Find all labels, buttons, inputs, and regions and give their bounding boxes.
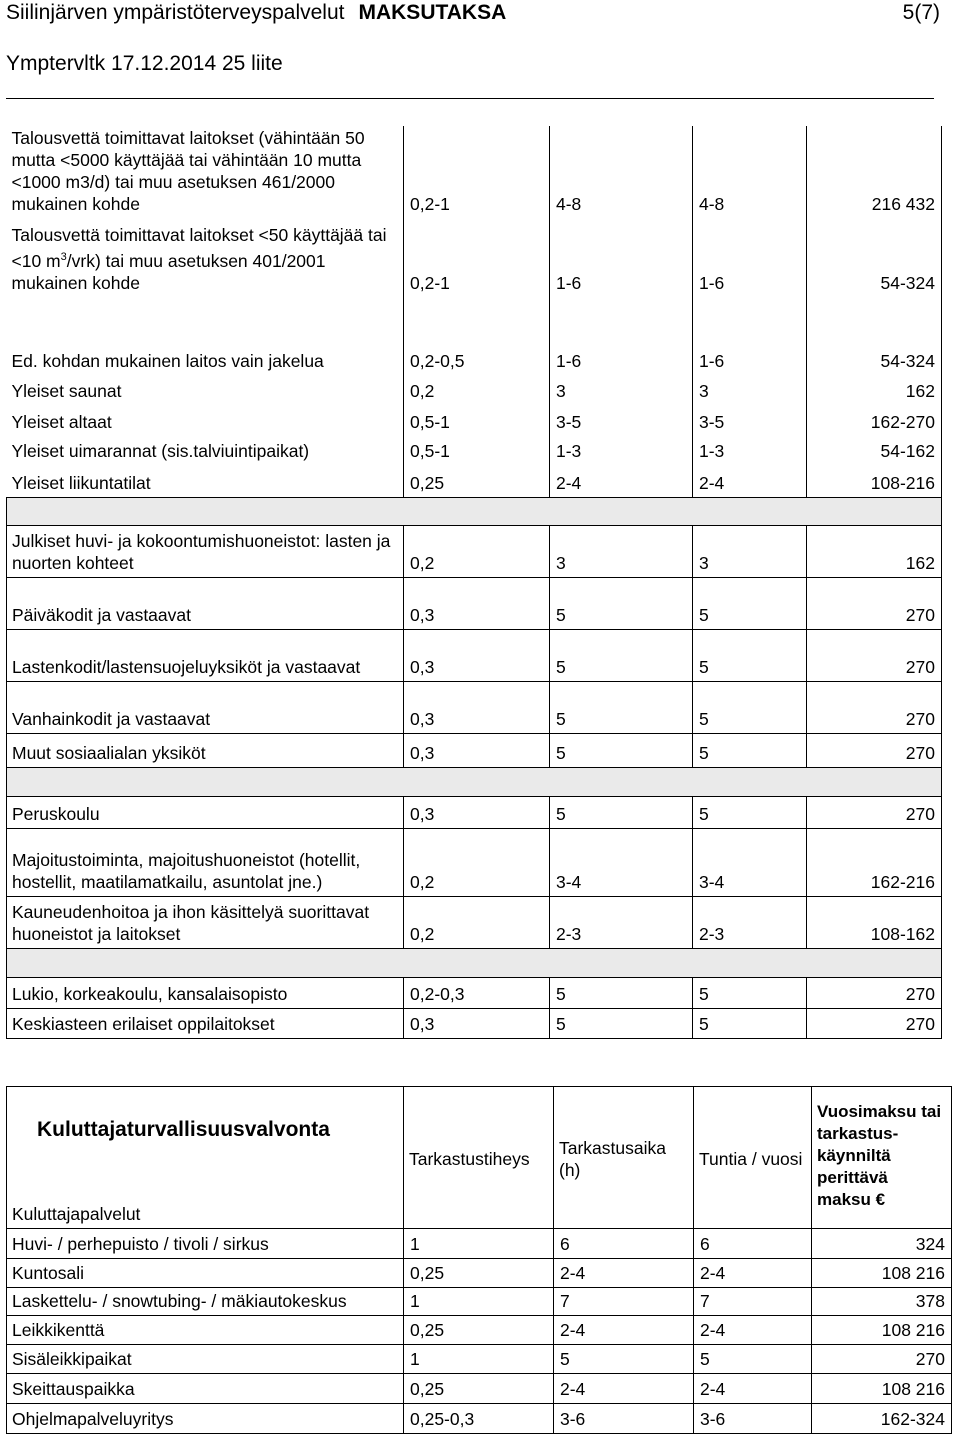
table-row xyxy=(7,1288,952,1316)
table-row xyxy=(7,375,942,405)
row-frequency: 0,3 xyxy=(404,796,550,828)
row-fee: 108-162 xyxy=(807,896,942,948)
row-frequency: 0,25 xyxy=(404,1259,554,1288)
row-hours: 4-8 xyxy=(550,126,693,218)
row-fee: 162-324 xyxy=(812,1404,952,1434)
row-hours-year: 5 xyxy=(693,733,807,767)
row-hours: 7 xyxy=(554,1288,694,1316)
row-hours: 5 xyxy=(554,1345,694,1374)
row-frequency: 0,3 xyxy=(404,577,550,629)
row-hours-year: 5 xyxy=(693,629,807,681)
row-hours-year: 2-4 xyxy=(694,1259,812,1288)
row-fee: 108 216 xyxy=(812,1374,952,1404)
table-row xyxy=(7,629,942,681)
table-row xyxy=(7,796,942,828)
row-frequency: 1 xyxy=(404,1229,554,1259)
table-row xyxy=(7,733,942,767)
fee-table xyxy=(6,126,942,1039)
row-hours-year: 1-6 xyxy=(693,218,807,297)
document-subtitle: Ymptervltk 17.12.2014 25 liite xyxy=(6,52,283,75)
row-description: Kuntosali xyxy=(7,1259,404,1288)
row-description: Ed. kohdan mukainen laitos vain jakelua xyxy=(7,297,404,375)
table-row xyxy=(7,1008,942,1038)
row-hours-year: 7 xyxy=(694,1288,812,1316)
row-hours-year: 5 xyxy=(693,1008,807,1038)
row-hours-year: 3 xyxy=(693,375,807,405)
row-frequency: 1 xyxy=(404,1288,554,1316)
spacer-cell xyxy=(7,948,942,977)
table-row xyxy=(7,896,942,948)
table-row xyxy=(7,977,942,1008)
table-row xyxy=(7,1404,952,1434)
row-fee: 162-216 xyxy=(807,828,942,896)
row-fee: 162 xyxy=(807,375,942,405)
table-row xyxy=(7,681,942,733)
column-header-inspection-time: Tarkastusaika (h) xyxy=(554,1087,694,1229)
row-frequency: 0,2 xyxy=(404,896,550,948)
row-fee: 108 216 xyxy=(812,1259,952,1288)
table-row xyxy=(7,218,942,297)
row-hours: 2-4 xyxy=(554,1259,694,1288)
row-frequency: 0,3 xyxy=(404,681,550,733)
row-description: Talousvettä toimittavat laitokset <50 käyttäjää tai <10 $m^3/vrk$) tai muu asetuksen 401/2001 mukainen kohde xyxy=(7,218,404,297)
row-frequency: 0,5-1 xyxy=(404,405,550,436)
row-frequency: 0,2-1 xyxy=(404,218,550,297)
row-hours: 2-3 xyxy=(550,896,693,948)
row-description: Talousvettä toimittavat laitokset (vähintään 50 mutta <5000 käyttäjää tai vähintään 10 mutta <1000 m3/d) tai muu asetuksen 461/2000 mukainen kohde xyxy=(7,126,404,218)
row-description: Sisäleikkipaikat xyxy=(7,1345,404,1374)
row-description: Peruskoulu xyxy=(7,796,404,828)
table-row xyxy=(7,405,942,436)
row-description: Muut sosiaalialan yksiköt xyxy=(7,733,404,767)
row-fee: 270 xyxy=(807,977,942,1008)
row-hours: 6 xyxy=(554,1229,694,1259)
row-frequency: 0,3 xyxy=(404,629,550,681)
row-hours-year: 5 xyxy=(693,796,807,828)
row-fee: 324 xyxy=(812,1229,952,1259)
row-hours: 3-6 xyxy=(554,1404,694,1434)
row-frequency: 0,25 xyxy=(404,1374,554,1404)
column-header-annual-fee: Vuosimaksu tai tarkastus-käynniltä perittävä maksu € xyxy=(812,1087,952,1229)
table-header-row xyxy=(7,1087,952,1177)
row-fee: 270 xyxy=(812,1345,952,1374)
header-divider xyxy=(6,98,934,99)
row-hours-year: 1-6 xyxy=(693,297,807,375)
row-frequency: 0,2-1 xyxy=(404,126,550,218)
row-fee: 270 xyxy=(807,629,942,681)
row-fee: 54-324 xyxy=(807,218,942,297)
row-hours-year: 5 xyxy=(694,1345,812,1374)
row-frequency: 0,2-0,5 xyxy=(404,297,550,375)
organization-name: Siilinjärven ympäristöterveyspalvelut xyxy=(6,1,345,24)
row-description: Julkiset huvi- ja kokoontumishuoneistot: lasten ja nuorten kohteet xyxy=(7,525,404,577)
row-fee: 216 432 xyxy=(807,126,942,218)
row-hours-year: 3 xyxy=(693,525,807,577)
row-frequency: 0,2 xyxy=(404,525,550,577)
row-frequency: 0,2 xyxy=(404,828,550,896)
row-description: Yleiset uimarannat (sis.talviuintipaikat) xyxy=(7,436,404,465)
page-number: 5(7) xyxy=(902,1,940,24)
table-row xyxy=(7,1316,952,1345)
row-hours: 5 xyxy=(550,796,693,828)
row-fee: 270 xyxy=(807,577,942,629)
row-fee: 378 xyxy=(812,1288,952,1316)
row-hours-year: 2-4 xyxy=(694,1316,812,1345)
row-description: Keskiasteen erilaiset oppilaitokset xyxy=(7,1008,404,1038)
row-description: Yleiset saunat xyxy=(7,375,404,405)
table-row xyxy=(7,1374,952,1404)
row-frequency: 0,3 xyxy=(404,1008,550,1038)
spacer-cell xyxy=(7,767,942,796)
row-description: Kauneudenhoitoa ja ihon käsittelyä suorittavat huoneistot ja laitokset xyxy=(7,896,404,948)
column-header-frequency: Tarkastustiheys xyxy=(404,1087,554,1229)
row-hours-year: 1-3 xyxy=(693,436,807,465)
row-hours: 5 xyxy=(550,681,693,733)
row-hours: 5 xyxy=(550,629,693,681)
document-type: MAKSUTAKSA xyxy=(358,1,507,24)
row-hours-year: 2-4 xyxy=(693,465,807,497)
column-header-hours-year: Tuntia / vuosi xyxy=(694,1087,812,1229)
row-hours: 3-4 xyxy=(550,828,693,896)
row-hours: 1-3 xyxy=(550,436,693,465)
row-fee: 108 216 xyxy=(812,1316,952,1345)
row-hours: 3 xyxy=(550,375,693,405)
row-description: Yleiset liikuntatilat xyxy=(7,465,404,497)
row-hours-year: 2-4 xyxy=(694,1374,812,1404)
row-hours: 2-4 xyxy=(554,1316,694,1345)
row-description: Skeittauspaikka xyxy=(7,1374,404,1404)
spacer-row xyxy=(7,767,942,796)
section-subtitle: Kuluttajapalvelut xyxy=(7,1177,404,1229)
row-description: Huvi- / perhepuisto / tivoli / sirkus xyxy=(7,1229,404,1259)
section-title: Kuluttajaturvallisuusvalvonta xyxy=(7,1087,404,1177)
row-hours: 2-4 xyxy=(550,465,693,497)
header-line xyxy=(6,1,506,25)
row-hours: 1-6 xyxy=(550,297,693,375)
row-hours-year: 2-3 xyxy=(693,896,807,948)
row-frequency: 0,5-1 xyxy=(404,436,550,465)
row-hours: 3-5 xyxy=(550,405,693,436)
row-description: Lukio, korkeakoulu, kansalaisopisto xyxy=(7,977,404,1008)
row-hours: 5 xyxy=(550,577,693,629)
spacer-row xyxy=(7,948,942,977)
row-description: Päiväkodit ja vastaavat xyxy=(7,577,404,629)
row-hours: 5 xyxy=(550,733,693,767)
row-hours-year: 3-6 xyxy=(694,1404,812,1434)
row-hours: 3 xyxy=(550,525,693,577)
row-frequency: 0,3 xyxy=(404,733,550,767)
row-hours: 1-6 xyxy=(550,218,693,297)
row-hours-year: 4-8 xyxy=(693,126,807,218)
row-fee: 108-216 xyxy=(807,465,942,497)
row-frequency: 0,25 xyxy=(404,1316,554,1345)
row-description: Majoitustoiminta, majoitushuoneistot (hotellit, hostellit, maatilamatkailu, asuntolat jne.) xyxy=(7,828,404,896)
spacer-row xyxy=(7,497,942,525)
table-row xyxy=(7,465,942,497)
row-description: Leikkikenttä xyxy=(7,1316,404,1345)
row-fee: 270 xyxy=(807,1008,942,1038)
row-hours: 2-4 xyxy=(554,1374,694,1404)
row-description: Ohjelmapalveluyritys xyxy=(7,1404,404,1434)
consumer-safety-table xyxy=(6,1086,952,1434)
table-row xyxy=(7,436,942,465)
table-row xyxy=(7,1345,952,1374)
row-hours-year: 3-4 xyxy=(693,828,807,896)
table-row xyxy=(7,525,942,577)
table-row xyxy=(7,126,942,218)
row-fee: 54-324 xyxy=(807,297,942,375)
table-row xyxy=(7,1259,952,1288)
row-description: Lastenkodit/lastensuojeluyksiköt ja vastaavat xyxy=(7,629,404,681)
row-hours-year: 3-5 xyxy=(693,405,807,436)
table-row xyxy=(7,577,942,629)
row-fee: 270 xyxy=(807,681,942,733)
spacer-cell xyxy=(7,497,942,525)
row-fee: 162 xyxy=(807,525,942,577)
row-description: Laskettelu- / snowtubing- / mäkiautokeskus xyxy=(7,1288,404,1316)
table-row xyxy=(7,828,942,896)
row-hours: 5 xyxy=(550,1008,693,1038)
table-row xyxy=(7,1229,952,1259)
row-hours: 5 xyxy=(550,977,693,1008)
row-frequency: 0,25 xyxy=(404,465,550,497)
row-frequency: 0,2-0,3 xyxy=(404,977,550,1008)
row-description: Vanhainkodit ja vastaavat xyxy=(7,681,404,733)
row-frequency: 0,2 xyxy=(404,375,550,405)
row-fee: 270 xyxy=(807,796,942,828)
row-fee: 54-162 xyxy=(807,436,942,465)
row-hours-year: 6 xyxy=(694,1229,812,1259)
row-hours-year: 5 xyxy=(693,681,807,733)
row-hours-year: 5 xyxy=(693,577,807,629)
row-hours-year: 5 xyxy=(693,977,807,1008)
row-frequency: 0,25-0,3 xyxy=(404,1404,554,1434)
row-frequency: 1 xyxy=(404,1345,554,1374)
row-description: Yleiset altaat xyxy=(7,405,404,436)
row-fee: 162-270 xyxy=(807,405,942,436)
row-fee: 270 xyxy=(807,733,942,767)
table-row xyxy=(7,297,942,375)
